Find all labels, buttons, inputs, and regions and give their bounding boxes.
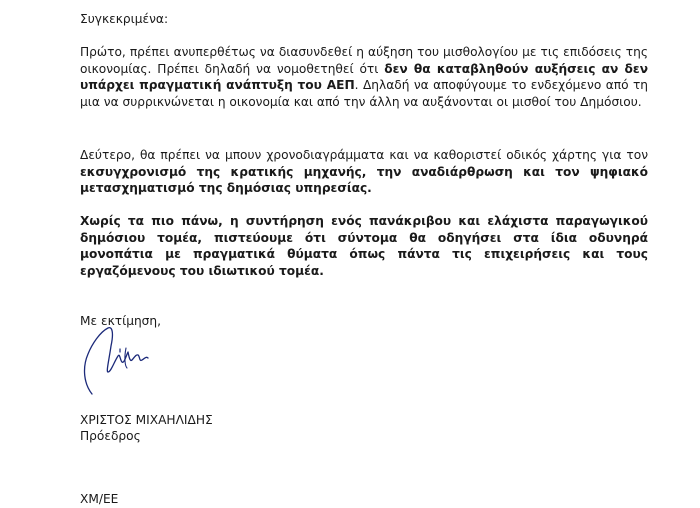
paragraph-2-bold: εκσυγχρονισμό της κρατικής μηχανής, την αναδιάρθρωση και τον ψηφιακό μετασχηματισμό της δημόσιας υπηρεσίας. (80, 164, 648, 196)
paragraph-1-text-b: . Δηλαδή να αποφύγουμε το ενδεχόμενο από τη μια να συρρικνώνεται η οικονομία και από την άλλη να αυξάνονται οι μισθοί του Δημόσιου. (80, 78, 649, 109)
signature-icon (78, 322, 158, 400)
letter-intro: Συγκεκριμένα: (80, 12, 169, 26)
paragraph-1-bold: δεν θα καταβληθούν αυξήσεις αν δεν υπάρχει πραγματική ανάπτυξη του ΑΕΠ (80, 61, 649, 93)
signer-title: Πρόεδρος (80, 429, 141, 443)
closing-salutation: Με εκτίμηση, (80, 314, 162, 328)
paragraph-2-text-a: Δεύτερο, θα πρέπει να μπουν χρονοδιαγράμματα και να καθοριστεί οδικός χάρτης για τον (80, 148, 648, 162)
paragraph-1-text-a: Πρώτο, πρέπει ανυπερθέτως να διασυνδεθεί η αύξηση του μισθολογίου με τις επιδόσεις της οικονομίας. Πρέπει δηλαδή να νομοθετηθεί ότι (80, 45, 648, 76)
paragraph-1 (80, 44, 648, 110)
footer-reference: ΧΜ/ΕΕ (80, 492, 119, 506)
signer-name: ΧΡΙΣΤΟΣ ΜΙΧΑΗΛΙΔΗΣ (80, 413, 213, 427)
paragraph-2 (80, 147, 648, 197)
paragraph-3: Χωρίς τα πιο πάνω, η συντήρηση ενός πανάκριβου και ελάχιστα παραγωγικού δημόσιου τομέα, πιστεύουμε ότι σύντομα θα οδηγήσει στα ίδια οδυνηρά μονοπάτια με πραγματικά θύματα όπως πάντα τις επιχειρήσεις και τους εργαζόμενους του ιδιωτικού τομέα. (80, 214, 648, 278)
